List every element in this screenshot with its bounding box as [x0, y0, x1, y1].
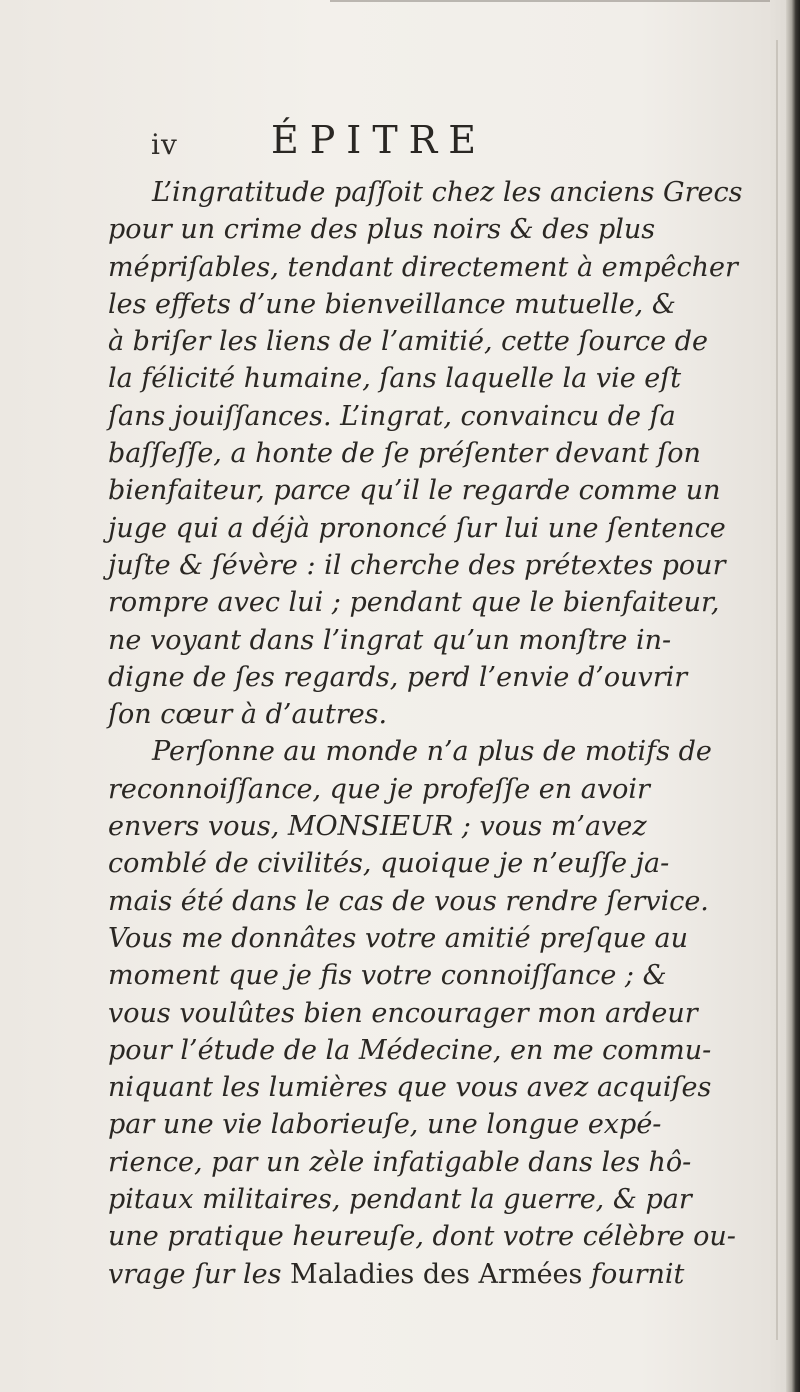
text-line: comblé de civilités, quoique je n’euſſe ja-: [108, 848, 670, 880]
text-line: Perſonne au monde n’a plus de motifs de: [152, 736, 712, 768]
text-line: bienfaiteur, parce qu’il le regarde comme un: [108, 475, 721, 507]
running-title: ÉPITRE: [271, 118, 488, 162]
book-title-roman: Maladies des Armées: [290, 1258, 583, 1290]
text-line: pitaux militaires, pendant la guerre, & par: [108, 1184, 692, 1216]
text-line: baſſeſſe, a honte de ſe préſenter devant ſon: [108, 438, 701, 470]
text-line: vous voulûtes bien encourager mon ardeur: [108, 997, 698, 1029]
text-line: envers vous, MONSIEUR ; vous m’avez: [108, 811, 647, 843]
text-line: pour un crime des plus noirs & des plus: [108, 214, 656, 246]
text-line: L’ingratitude paſſoit chez les anciens Grecs: [152, 177, 743, 208]
text-line: reconnoiſſance, que je profeſſe en avoir: [108, 773, 650, 805]
text-line: niquant les lumières que vous avez acquiſes: [108, 1072, 712, 1104]
page-edge-line: [776, 40, 778, 1340]
page-number: iv: [151, 128, 178, 161]
text-line: la félicité humaine, ſans laquelle la vie eſt: [108, 363, 682, 395]
text-line: les effets d’une bienveillance mutuelle, &: [108, 288, 676, 320]
text-line: juge qui a déjà prononcé ſur lui une ſentence: [108, 512, 726, 544]
text-line: mais été dans le cas de vous rendre ſervice.: [108, 885, 709, 917]
text-line-last: [108, 1256, 768, 1293]
text-line: Vous me donnâtes votre amitié preſque au: [108, 922, 689, 954]
text-line: digne de ſes regards, perd l’envie d’ouvrir: [108, 661, 688, 693]
top-rule: [330, 0, 770, 2]
text-line: une pratique heureuſe, dont votre célèbre ou-: [108, 1221, 736, 1253]
text-line: rience, par un zèle infatigable dans les hô-: [108, 1146, 692, 1178]
body-text: [108, 174, 768, 1293]
text-line: moment que je fis votre connoiſſance ; &: [108, 960, 667, 992]
text-line: ſans jouiſſances. L’ingrat, convaincu de ſa: [108, 400, 676, 432]
text-line: par une vie laborieuſe, une longue expé-: [108, 1109, 662, 1141]
text-line-start: vrage ſur les: [108, 1258, 282, 1290]
page-header: [151, 118, 711, 166]
text-line: juſte & ſévère : il cherche des prétextes pour: [108, 549, 726, 581]
text-line: ne voyant dans l’ingrat qu’un monſtre in-: [108, 624, 672, 656]
text-line-end: fournit: [590, 1258, 685, 1290]
text-line: ſon cœur à d’autres.: [108, 699, 388, 731]
text-line: rompre avec lui ; pendant que le bienfaiteur,: [108, 587, 720, 619]
book-spine-edge: [786, 0, 800, 1392]
text-line: mépriſables, tendant directement à empêcher: [108, 251, 738, 283]
text-line: à briſer les liens de l’amitié, cette ſource de: [108, 326, 708, 358]
text-line: pour l’étude de la Médecine, en me commu-: [108, 1034, 712, 1066]
